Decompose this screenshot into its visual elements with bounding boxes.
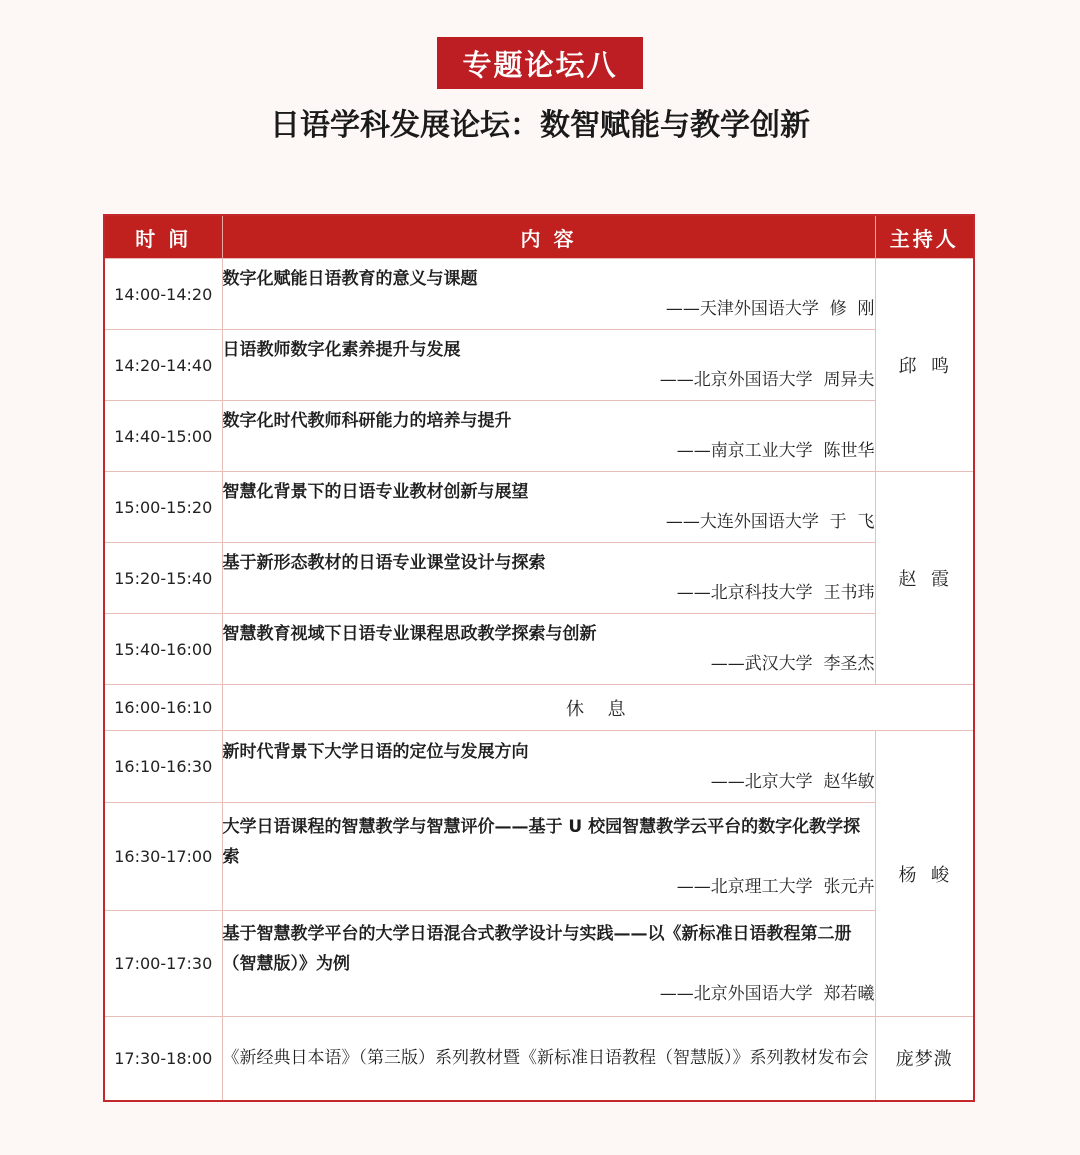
row-content [222, 472, 875, 543]
row-content [222, 330, 875, 401]
talk-title: 大学日语课程的智慧教学与智慧评价——基于 U 校园智慧教学云平台的数字化教学探索 [222, 816, 861, 867]
row-content [222, 731, 875, 803]
table-row [104, 1017, 974, 1101]
row-content [222, 803, 875, 911]
row-time: 16:00-16:10 [104, 685, 222, 731]
talk-speaker: ——北京外国语大学 周异夫 [659, 370, 875, 390]
table-row [104, 911, 974, 1017]
row-time: 16:30-17:00 [104, 803, 222, 911]
table-header-row [104, 215, 974, 259]
row-time: 14:40-15:00 [104, 401, 222, 472]
host-cell: 赵 霞 [875, 472, 974, 685]
talk-title: 数字化赋能日语教育的意义与课题 [222, 269, 478, 289]
talk-speaker: ——南京工业大学 陈世华 [676, 441, 875, 461]
talk-speaker: ——北京科技大学 王书玮 [676, 583, 875, 603]
talk-title: 数字化时代教师科研能力的培养与提升 [222, 411, 512, 431]
host-cell: 庞梦溦 [875, 1017, 974, 1101]
break-row [104, 685, 974, 731]
table-row [104, 614, 974, 685]
talk-speaker: ——北京大学 赵华敏 [710, 771, 875, 792]
row-time: 14:20-14:40 [104, 330, 222, 401]
row-content [222, 543, 875, 614]
row-time: 15:40-16:00 [104, 614, 222, 685]
table-row [104, 330, 974, 401]
page-title: 日语学科发展论坛：数智赋能与教学创新 [270, 108, 810, 143]
talk-speaker: ——大连外国语大学 于 飞 [665, 512, 875, 532]
talk-title: 智慧教育视域下日语专业课程思政教学探索与创新 [222, 624, 597, 644]
header-host: 主持人 [875, 215, 974, 259]
row-content [222, 614, 875, 685]
host-cell: 杨 峻 [875, 731, 974, 1017]
row-time: 14:00-14:20 [104, 259, 222, 330]
talk-title: 智慧化背景下的日语专业教材创新与展望 [222, 482, 529, 502]
host-cell: 邱 鸣 [875, 259, 974, 472]
table-row [104, 472, 974, 543]
talk-title: 新时代背景下大学日语的定位与发展方向 [222, 741, 529, 762]
header-time: 时 间 [104, 215, 222, 259]
talk-title: 《新经典日本语》（第三版）系列教材暨《新标准日语教程（智慧版）》系列教材发布会 [222, 1048, 869, 1069]
forum-badge: 专题论坛八 [437, 37, 643, 89]
talk-speaker: ——武汉大学 李圣杰 [710, 654, 875, 674]
header-content: 内 容 [222, 215, 875, 259]
row-time: 15:20-15:40 [104, 543, 222, 614]
row-time: 16:10-16:30 [104, 731, 222, 803]
table-row [104, 543, 974, 614]
talk-title: 基于新形态教材的日语专业课堂设计与探索 [222, 553, 546, 573]
row-time: 17:30-18:00 [104, 1017, 222, 1101]
talk-speaker: ——北京理工大学 张元卉 [676, 876, 875, 897]
row-content [222, 911, 875, 1017]
talk-speaker: ——北京外国语大学 郑若曦 [659, 983, 875, 1004]
schedule-table [103, 214, 975, 1102]
talk-speaker: ——天津外国语大学 修 刚 [665, 299, 875, 319]
table-row [104, 731, 974, 803]
break-label: 休 息 [222, 685, 974, 731]
row-time: 15:00-15:20 [104, 472, 222, 543]
row-content [222, 259, 875, 330]
table-row [104, 803, 974, 911]
row-content [222, 1017, 875, 1101]
talk-title: 日语教师数字化素养提升与发展 [222, 340, 461, 360]
row-content [222, 401, 875, 472]
table-row [104, 401, 974, 472]
talk-title: 基于智慧教学平台的大学日语混合式教学设计与实践——以《新标准日语教程第二册（智慧版）》为例 [222, 923, 852, 974]
row-time: 17:00-17:30 [104, 911, 222, 1017]
table-row [104, 259, 974, 330]
